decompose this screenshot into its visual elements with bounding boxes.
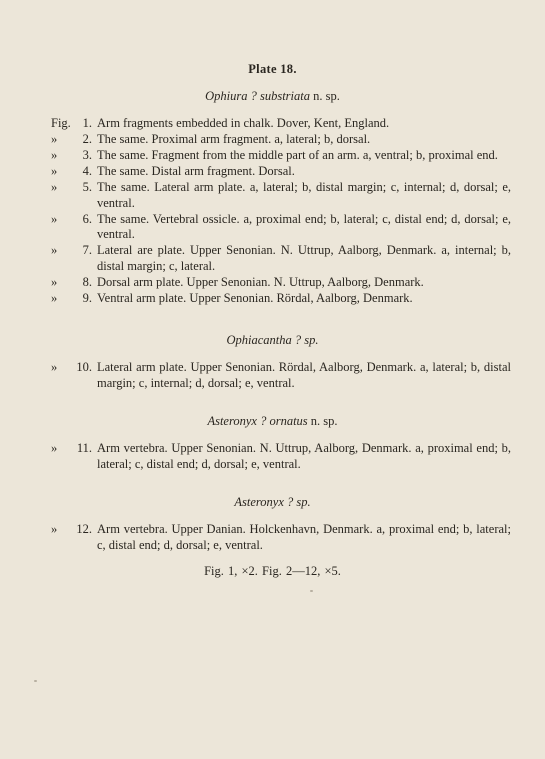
- entry-prefix: »: [51, 522, 58, 536]
- entry-prefix: »: [51, 360, 58, 374]
- entry-description: Arm vertebra. Upper Senonian. N. Uttrup, Aalborg, Denmark. a, proximal end; b, lateral; c, distal end; d, dorsal; e, ventral.: [97, 441, 511, 471]
- entries-ophiacantha: [0, 360, 545, 391]
- entry-description: Lateral arm plate. Upper Senonian. Rördal, Aalborg, Denmark. a, lateral; b, distal margin; c, internal; d, dorsal; e, ventral.: [97, 360, 511, 390]
- entry-description: The same. Vertebral ossicle. a, proximal end; b, lateral; c, distal end; d, dorsal; e, ventral.: [97, 211, 511, 241]
- entry-number: 7.: [82, 243, 92, 257]
- author-note: n. sp.: [313, 89, 340, 103]
- figure-entry: [0, 360, 545, 391]
- entry-prefix: »: [51, 148, 58, 162]
- entry-number: 6.: [82, 211, 92, 226]
- entry-description: Dorsal arm plate. Upper Senonian. N. Uttrup, Aalborg, Denmark.: [97, 274, 424, 289]
- figure-entry: [0, 243, 545, 274]
- entry-description: Arm vertebra. Upper Danian. Holckenhavn, Denmark. a, proximal end; b, lateral; c, distal end; d, dorsal; e, ventral.: [97, 522, 511, 552]
- entry-number: 8.: [82, 274, 92, 289]
- figure-entry: [0, 291, 545, 307]
- figure-entry: [0, 180, 545, 211]
- entry-description: Arm fragments embedded in chalk. Dover, Kent, England.: [97, 116, 390, 130]
- entry-number: 12.: [76, 522, 92, 536]
- entry-number: 3.: [82, 148, 92, 162]
- entries-ophiura: [0, 116, 545, 307]
- figure-entry: [0, 164, 545, 180]
- entry-number: 5.: [82, 180, 92, 194]
- entry-number: 1.: [82, 116, 92, 130]
- entry-prefix: »: [51, 180, 58, 194]
- entry-description: The same. Fragment from the middle part of an arm. a, ventral; b, proximal end.: [97, 148, 498, 162]
- figure-entry: [0, 522, 545, 553]
- genus-name: Ophiura ? substriata: [205, 89, 310, 103]
- entry-description: Lateral are plate. Upper Senonian. N. Uttrup, Aalborg, Denmark. a, internal; b, distal margin; c, lateral.: [97, 243, 511, 273]
- genus-name: Asteronyx ? sp.: [234, 495, 311, 509]
- entry-number: 11.: [76, 441, 92, 455]
- entry-prefix: »: [51, 211, 58, 226]
- genus-name: Asteronyx ? ornatus: [207, 414, 308, 428]
- figure-entry: [0, 275, 545, 291]
- entry-prefix: »: [51, 164, 58, 178]
- section-heading-ophiura: [0, 89, 545, 104]
- entry-prefix: Fig.: [51, 116, 71, 130]
- entry-number: 9.: [82, 290, 92, 305]
- author-note: n. sp.: [310, 414, 338, 428]
- entry-prefix: »: [51, 132, 58, 146]
- entries-asteronyx-ornatus: [0, 441, 545, 472]
- plate-title: Plate 18.: [248, 62, 297, 76]
- section-heading-asteronyx-ornatus: [0, 414, 545, 429]
- figure-entry: [0, 132, 545, 148]
- entry-number: 2.: [82, 132, 92, 146]
- entry-prefix: »: [51, 243, 58, 257]
- paper-speck: [310, 590, 313, 592]
- section-heading-asteronyx-sp: [0, 495, 545, 510]
- entry-prefix: »: [51, 441, 58, 455]
- entry-description: The same. Proximal arm fragment. a, lateral; b, dorsal.: [97, 132, 371, 146]
- entries-asteronyx-sp: [0, 522, 545, 553]
- entry-number: 4.: [82, 164, 92, 178]
- entry-description: The same. Distal arm fragment. Dorsal.: [97, 164, 295, 178]
- magnification-note: Fig. 1, ×2. Fig. 2—12, ×5.: [204, 564, 341, 578]
- figure-entry: [0, 212, 545, 243]
- figure-entry: [0, 441, 545, 472]
- entry-description: Ventral arm plate. Upper Senonian. Rördal, Aalborg, Denmark.: [97, 290, 413, 305]
- paper-speck: [34, 680, 37, 682]
- figure-entry: [0, 148, 545, 164]
- entry-prefix: »: [51, 274, 58, 289]
- entry-description: The same. Lateral arm plate. a, lateral; b, distal margin; c, internal; d, dorsal; e, ventral.: [97, 180, 511, 210]
- section-heading-ophiacantha: [0, 333, 545, 348]
- genus-name: Ophiacantha ? sp.: [226, 333, 319, 347]
- entry-number: 10.: [76, 360, 92, 374]
- figure-entry: [0, 116, 545, 132]
- entry-prefix: »: [51, 290, 58, 305]
